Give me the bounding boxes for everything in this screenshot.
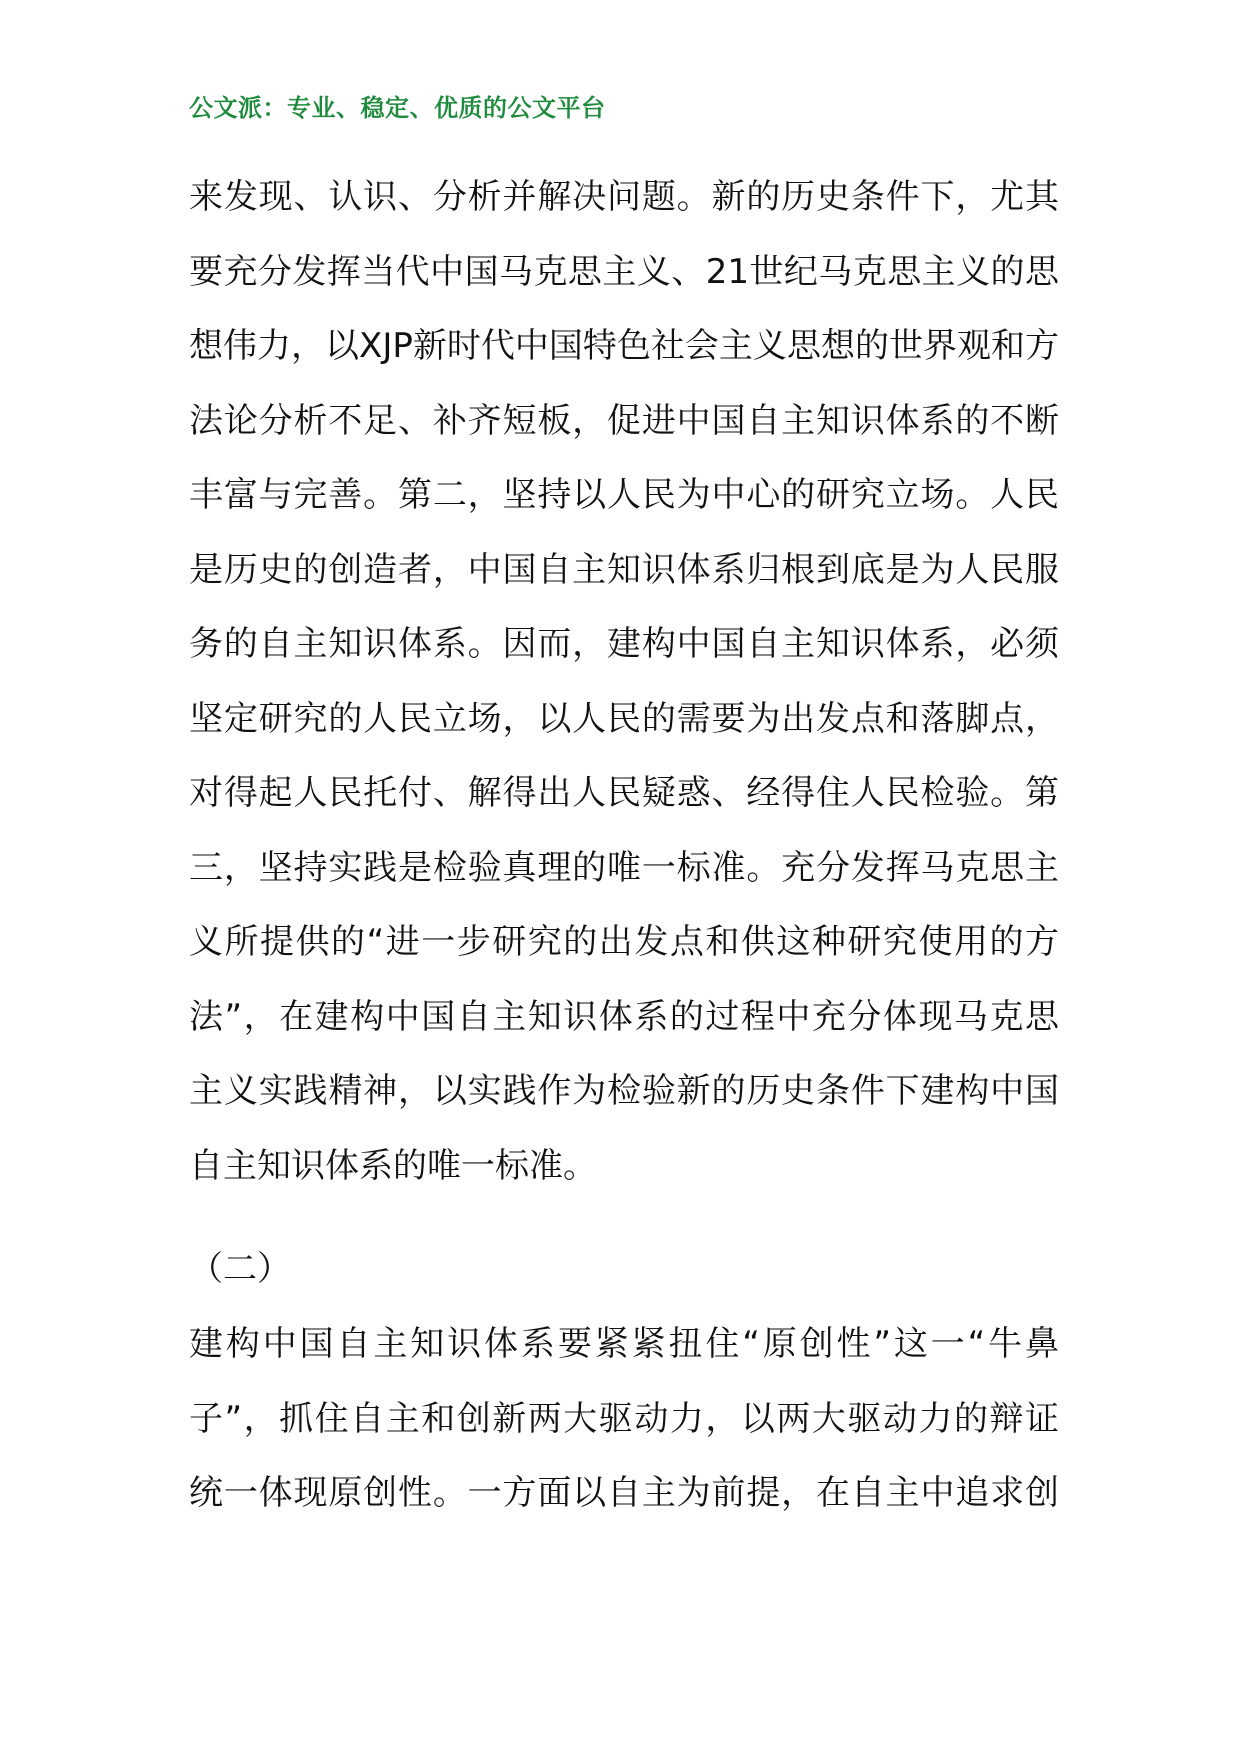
text-line: 自主知识体系的唯一标准。 (189, 1145, 597, 1186)
text-line: 务的自主知识体系。因而，建构中国自主知识体系，必须 (189, 624, 1059, 664)
paragraph-1 (189, 160, 1059, 1203)
text-line: 要充分发挥当代中国马克思主义、21世纪马克思主义的思 (189, 251, 1059, 292)
text-line: 主义实践精神，以实践作为检验新的历史条件下建构中国 (189, 1071, 1059, 1111)
text-line: 义所提供的“进一步研究的出发点和供这种研究使用的方 (189, 922, 1059, 962)
text-line: 法论分析不足、补齐短板，促进中国自主知识体系的不断 (189, 400, 1059, 441)
text-line: 想伟力，以XJP新时代中国特色社会主义思想的世界观和方 (189, 326, 1059, 366)
text-line: 来发现、认识、分析并解决问题。新的历史条件下，尤其 (189, 177, 1059, 217)
text-line: 法”，在建构中国自主知识体系的过程中充分体现马克思 (189, 996, 1059, 1037)
text-line: 三，坚持实践是检验真理的唯一标准。充分发挥马克思主 (189, 847, 1059, 888)
page-header: 公文派：专业、稳定、优质的公文平台 (189, 94, 606, 122)
text-line: 是历史的创造者，中国自主知识体系归根到底是为人民服 (189, 549, 1059, 590)
section-heading: （二） (189, 1249, 291, 1289)
text-line: 子”，抓住自主和创新两大驱动力，以两大驱动力的辩证 (189, 1398, 1059, 1439)
paragraph-2 (189, 1307, 1059, 1531)
text-line: 统一体现原创性。一方面以自主为前提，在自主中追求创 (189, 1473, 1059, 1513)
text-line: 对得起人民托付、解得出人民疑惑、经得住人民检验。第 (189, 773, 1059, 813)
text-line: 坚定研究的人民立场，以人民的需要为出发点和落脚点， (189, 698, 1059, 739)
text-line: 丰富与完善。第二，坚持以人民为中心的研究立场。人民 (189, 475, 1059, 515)
text-line: 建构中国自主知识体系要紧紧扭住“原创性”这一“牛鼻 (189, 1324, 1059, 1364)
